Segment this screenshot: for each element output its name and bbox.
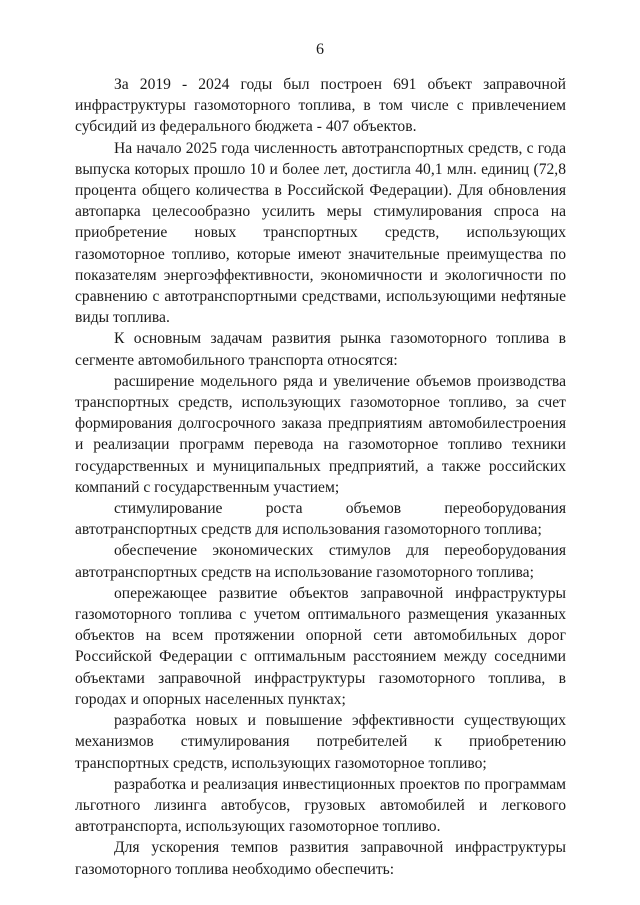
paragraph-acceleration-intro: Для ускорения темпов развития заправочной инфраструктуры газомоторного топлива необходимо обеспечить: [75, 839, 566, 878]
list-item-leasing-projects: разработка и реализация инвестиционных проектов по программам льготного лизинга автобусов, грузовых автомобилей и легкового автотранспорта, использующих газомоторное топливо. [75, 775, 566, 836]
list-item-economic-incentives: обеспечение экономических стимулов для переоборудования автотранспортных средств на использование газомоторного топлива; [75, 542, 566, 581]
document-body [75, 74, 566, 880]
paragraph-infrastructure-built: За 2019 - 2024 годы был построен 691 объект заправочной инфраструктуры газомоторного топлива, в том числе с привлечением субсидий из федерального бюджета - 407 объектов. [75, 76, 566, 136]
list-item-consumer-incentives: разработка новых и повышение эффективности существующих механизмов стимулирования потребителей к приобретению транспортных средств, использующих газомоторное топливо; [75, 712, 566, 772]
paragraph-main-tasks-intro: К основным задачам развития рынка газомоторного топлива в сегменте автомобильного транспорта относятся: [75, 330, 566, 369]
list-item-model-range-expansion: расширение модельного ряда и увеличение объемов производства транспортных средств, использующих газомоторное топливо, за счет формирования долгосрочного заказа предприятиям автомобилестроения и реализации программ перевода на газомоторное топливо техники государственных и муниципальных предприятий, а также российских компаний с государственным участием; [75, 372, 566, 496]
list-item-conversion-growth: стимулирование роста объемов переоборудования автотранспортных средств для использования газомоторного топлива; [75, 500, 566, 539]
list-item-infrastructure-development: опережающее развитие объектов заправочной инфраструктуры газомоторного топлива с учетом оптимального размещения указанных объектов на всем протяжении опорной сети автомобильных дорог Российской Федерации с оптимальным расстоянием между соседними объектами заправочной инфраструктуры газомоторного топлива, в городах и опорных населенных пунктах; [75, 584, 566, 708]
paragraph-vehicle-fleet-age: На начало 2025 года численность автотранспортных средств, с года выпуска которых прошло 10 и более лет, достигла 40,1 млн. единиц (72,8 процента общего количества в Российской Федерации). Для обновления автопарка целесообразно усилить меры стимулирования спроса на приобретение новых транспортных средств, использующих газомоторное топливо, которые имеют значительные преимущества по показателям энергоэффективности, экономичности и экологичности по сравнению с автотранспортными средствами, использующими нефтяные виды топлива. [75, 139, 566, 327]
page-number: 6 [316, 41, 324, 58]
